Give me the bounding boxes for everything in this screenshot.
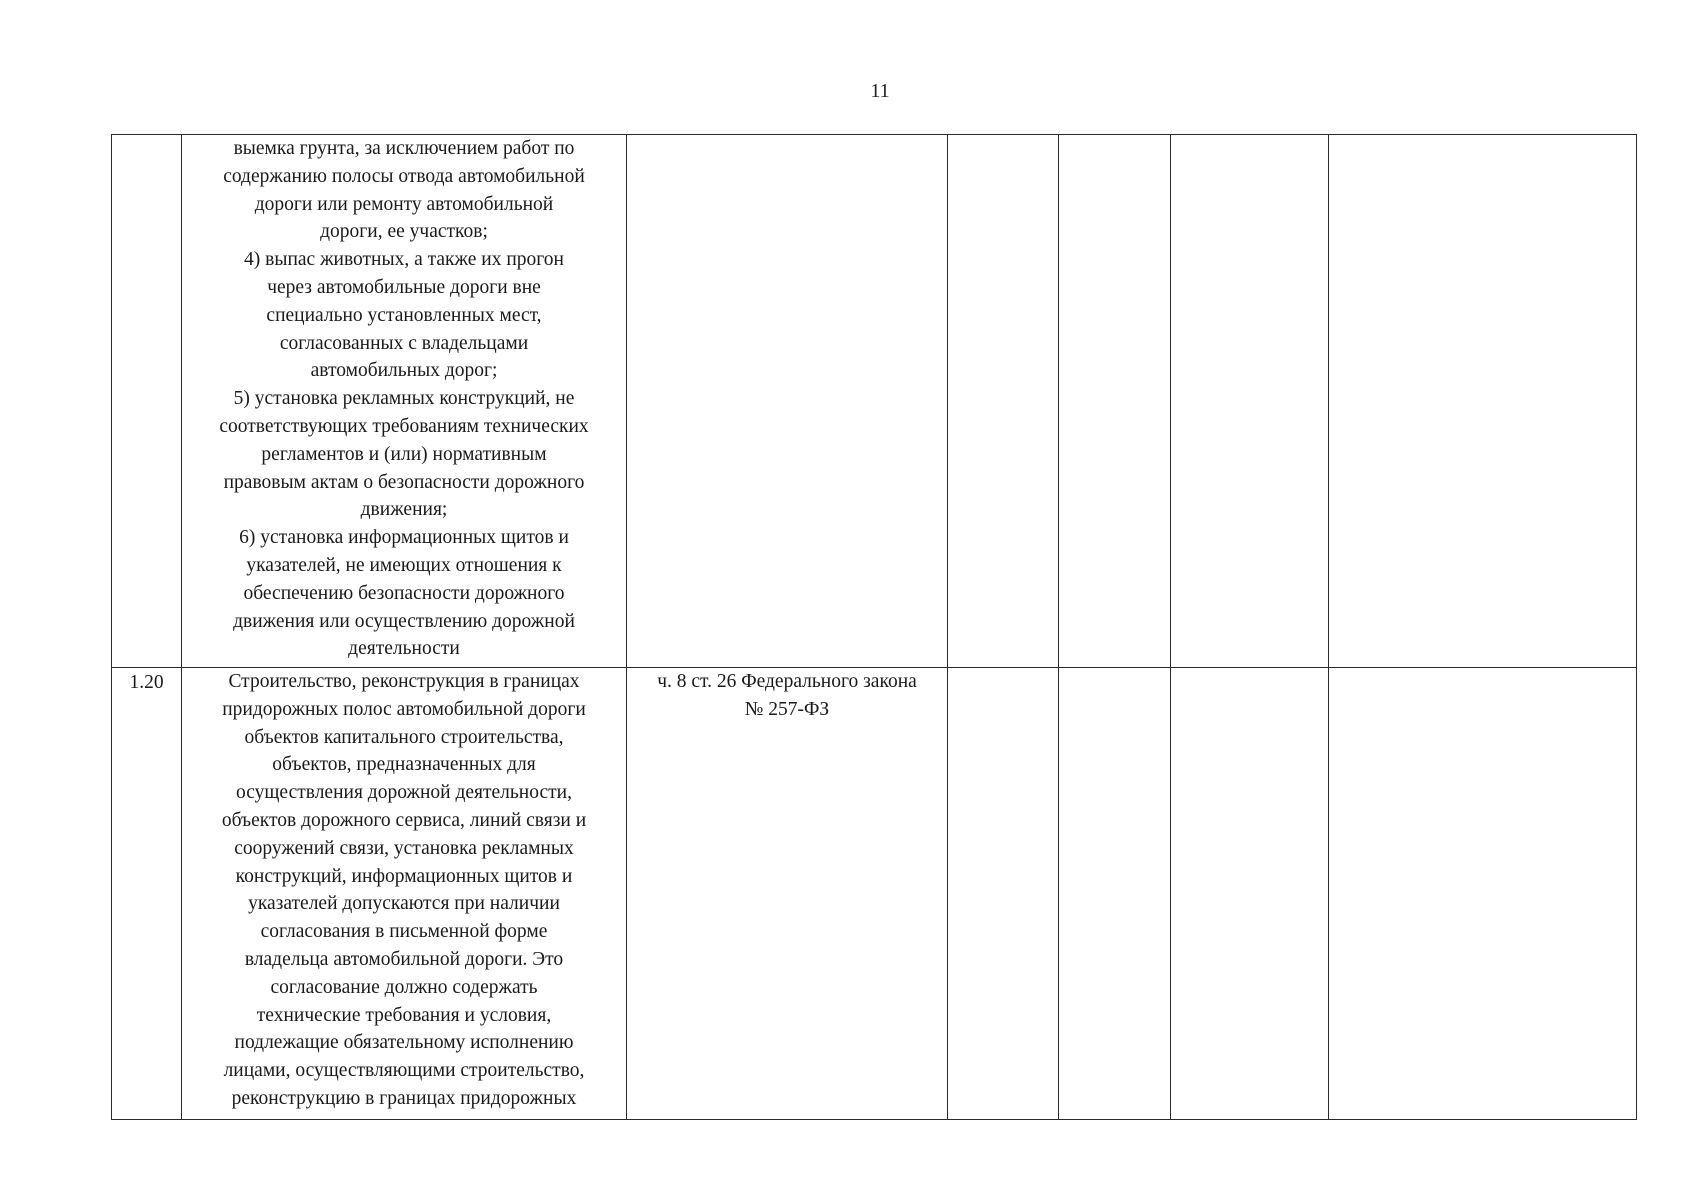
description-line: лицами, осуществляющими строительство, [223, 1060, 585, 1082]
empty-cell [1329, 668, 1637, 1120]
empty-cell [1059, 135, 1171, 668]
description-line: через автомобильные дороги вне [267, 276, 541, 298]
description-line: согласование должно содержать [270, 976, 538, 998]
empty-cell [948, 135, 1059, 668]
description-line: конструкций, информационных щитов и [235, 865, 573, 887]
description-line: соответствующих требованиям технических [219, 415, 589, 437]
description-line: согласования в письменной форме [260, 921, 548, 943]
description-line: осуществления дорожной деятельности, [236, 782, 572, 804]
requirements-table [111, 134, 1637, 1120]
description-line: объектов капитального строительства, [244, 726, 564, 748]
description-line: объектов, предназначенных для [272, 754, 536, 776]
description-line: согласованных с владельцами [279, 332, 529, 354]
description-line: указателей, не имеющих отношения к [246, 554, 562, 576]
description-line: технические требования и условия, [256, 1004, 552, 1026]
description-line: деятельности [348, 638, 460, 660]
description-line: указателей допускаются при наличии [248, 893, 560, 915]
description-line: 5) установка рекламных конструкций, не [233, 388, 575, 410]
description-line: выемка грунта, за исключением работ по [233, 138, 575, 159]
table-row [112, 668, 1637, 1120]
requirement-description [186, 668, 622, 1118]
table-row [112, 135, 1637, 668]
page-number: 11 [870, 80, 890, 102]
description-line: дороги или ремонту автомобильной [254, 193, 554, 215]
description-line: подлежащие обязательному исполнению [234, 1032, 574, 1054]
description-line: движения; [360, 499, 448, 521]
description-line: правовым актам о безопасности дорожного [223, 471, 585, 493]
description-line: обеспечению безопасности дорожного [243, 582, 565, 604]
row-number-cell [112, 135, 182, 668]
legal-reference-cell [627, 135, 948, 668]
requirement-description-cell [182, 135, 627, 668]
description-line: владельца автомобильной дороги. Это [244, 948, 564, 970]
description-line: специально установленных мест, [266, 304, 542, 326]
description-line: придорожных полос автомобильной дороги [222, 698, 586, 720]
row-number-cell [112, 668, 182, 1120]
empty-cell [1171, 668, 1329, 1120]
empty-cell [1329, 135, 1637, 668]
reference-line: № 257-ФЗ [744, 698, 830, 720]
row-number: 1.20 [129, 672, 164, 693]
reference-line: ч. 8 ст. 26 Федерального закона [657, 671, 917, 692]
description-line: сооружений связи, установка рекламных [234, 837, 574, 859]
empty-cell [948, 668, 1059, 1120]
description-line: дороги, ее участков; [320, 221, 488, 243]
description-line: автомобильных дорог; [310, 360, 498, 382]
description-line: Строительство, реконструкция в границах [228, 671, 580, 692]
description-line: 6) установка информационных щитов и [239, 527, 569, 549]
description-line: содержанию полосы отвода автомобильной [223, 165, 585, 187]
empty-cell [1059, 668, 1171, 1120]
description-line: реконструкцию в границах придорожных [231, 1087, 577, 1109]
empty-cell [1171, 135, 1329, 668]
description-line: регламентов и (или) нормативным [261, 443, 547, 465]
legal-reference-cell [627, 668, 948, 1120]
requirement-description-cell [182, 668, 627, 1120]
legal-reference [631, 668, 943, 1118]
description-line: движения или осуществлению дорожной [233, 610, 575, 632]
description-line: 4) выпас животных, а также их прогон [244, 249, 564, 271]
description-line: объектов дорожного сервиса, линий связи и [221, 809, 587, 831]
requirement-description [186, 135, 622, 663]
